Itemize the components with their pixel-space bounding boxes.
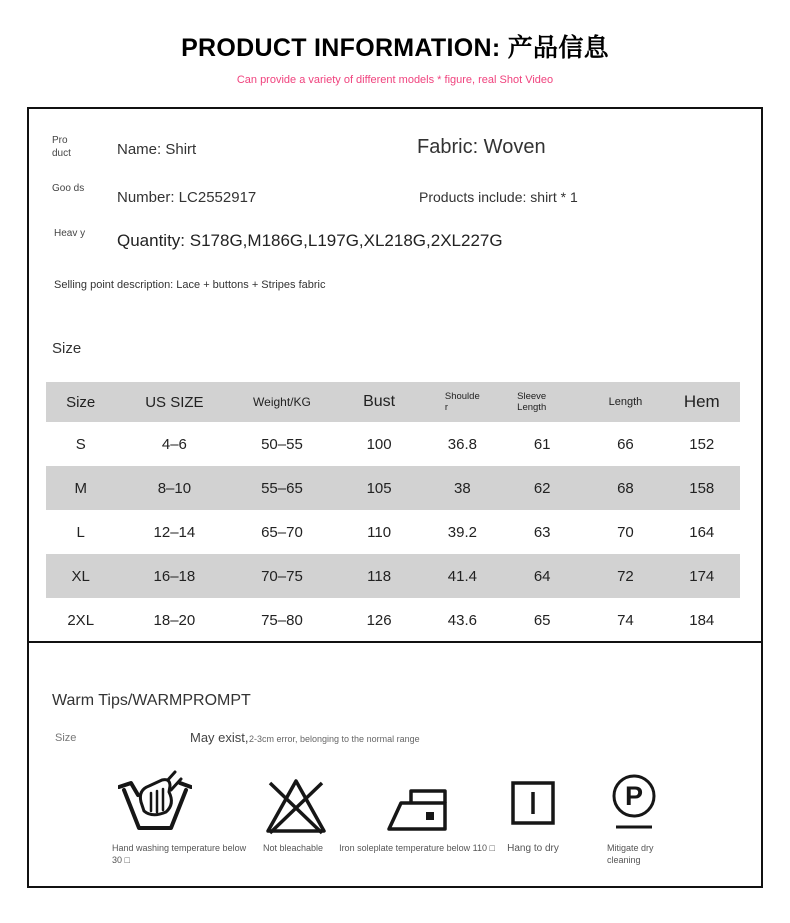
cell: 63 — [533, 523, 551, 541]
care-caption-dry-clean: Mitigate dry cleaning — [607, 843, 654, 866]
header-size: Size — [66, 393, 96, 411]
cell: 74 — [617, 611, 634, 629]
cell: S — [75, 435, 86, 453]
cell: 75–80 — [261, 611, 303, 629]
care-caption-no-bleach: Not bleachable — [262, 843, 324, 853]
cell: 41.4 — [447, 567, 477, 585]
page-title: PRODUCT INFORMATION: 产品信息 — [181, 34, 609, 62]
header-length: Length — [608, 396, 643, 408]
product-info-panel — [27, 107, 763, 888]
cell: L — [76, 523, 85, 541]
dry-clean-icon — [611, 772, 657, 834]
table-row-s — [46, 422, 740, 466]
cell: XL — [71, 567, 90, 585]
product-name: Name: Shirt — [117, 141, 197, 158]
size-section-heading: Size — [52, 340, 82, 357]
cell: 152 — [689, 435, 715, 453]
warm-tips-note: May exist, — [190, 730, 249, 745]
table-row-l — [46, 510, 740, 554]
info-label-goods: Goo ds — [52, 183, 85, 194]
cell: 158 — [689, 479, 715, 497]
care-caption-hang-dry: Hang to dry — [507, 843, 559, 854]
cell: 72 — [617, 567, 634, 585]
warm-tips-size-label: Size — [55, 732, 77, 744]
no-bleach-icon — [264, 775, 328, 835]
cell: 2XL — [67, 611, 95, 629]
cell: 62 — [533, 479, 551, 497]
header-us-size: US SIZE — [145, 393, 204, 411]
cell: 50–55 — [261, 435, 303, 453]
care-caption-hand-wash: Hand washing temperature below 30 □ — [112, 843, 247, 866]
cell: 43.6 — [447, 611, 477, 629]
product-fabric: Fabric: Woven — [417, 136, 546, 158]
cell: 164 — [689, 523, 715, 541]
header-sleeve-length-label: Sleeve Length — [517, 390, 547, 413]
cell: 126 — [366, 611, 392, 629]
hang-dry-icon — [510, 780, 556, 826]
info-label-product: Pro duct — [52, 135, 71, 159]
cell: 66 — [617, 435, 634, 453]
page-subtitle: Can provide a variety of different models * figure, real Shot Video — [236, 74, 554, 86]
cell: 4–6 — [161, 435, 187, 453]
products-include: Products include: shirt * 1 — [419, 189, 578, 205]
cell: 100 — [366, 435, 392, 453]
care-caption-iron: Iron soleplate temperature below 110 □ — [339, 843, 495, 853]
cell: 36.8 — [447, 435, 477, 453]
cell: 68 — [617, 479, 634, 497]
cell: 8–10 — [157, 479, 192, 497]
product-quantity: Quantity: S178G,M186G,L197G,XL218G,2XL227G — [117, 231, 503, 250]
cell: 110 — [367, 523, 392, 541]
goods-number: Number: LC2552917 — [117, 189, 257, 206]
warm-tips-note-detail: 2-3cm error, belonging to the normal range — [249, 734, 420, 744]
header-shoulder-label: Shoulder — [444, 390, 480, 413]
warm-tips-heading: Warm Tips/WARMPROMPT — [52, 692, 251, 709]
header-shoulder — [428, 391, 497, 414]
cell: 184 — [689, 611, 715, 629]
cell: M — [74, 479, 87, 497]
cell: 39.2 — [447, 523, 477, 541]
size-table-header-row — [46, 382, 740, 422]
header-sleeve-length — [497, 391, 587, 414]
cell: 61 — [533, 435, 551, 453]
selling-point: Selling point description: Lace + buttons + Stripes fabric — [54, 279, 326, 291]
cell: 70 — [617, 523, 634, 541]
cell: 65 — [533, 611, 551, 629]
cell: 105 — [366, 479, 392, 497]
cell: 118 — [367, 567, 392, 585]
cell: 174 — [689, 567, 715, 585]
info-label-heavy: Heav y — [54, 228, 86, 239]
header-weight: Weight/KG — [253, 395, 311, 409]
cell: 18–20 — [153, 611, 196, 629]
hand-wash-icon — [118, 770, 192, 836]
cell: 12–14 — [153, 523, 196, 541]
table-row-2xl — [46, 598, 740, 642]
cell: 70–75 — [261, 567, 303, 585]
header-hem: Hem — [683, 392, 720, 411]
cell: 65–70 — [261, 523, 303, 541]
table-row-m — [46, 466, 740, 510]
section-divider — [29, 641, 761, 643]
svg-text:P: P — [624, 781, 644, 811]
iron-icon — [386, 785, 448, 833]
cell: 64 — [533, 567, 551, 585]
header-bust: Bust — [363, 393, 396, 410]
cell: 16–18 — [153, 567, 196, 585]
table-row-xl — [46, 554, 740, 598]
size-table — [46, 382, 740, 642]
cell: 55–65 — [261, 479, 303, 497]
cell: 38 — [454, 479, 471, 497]
